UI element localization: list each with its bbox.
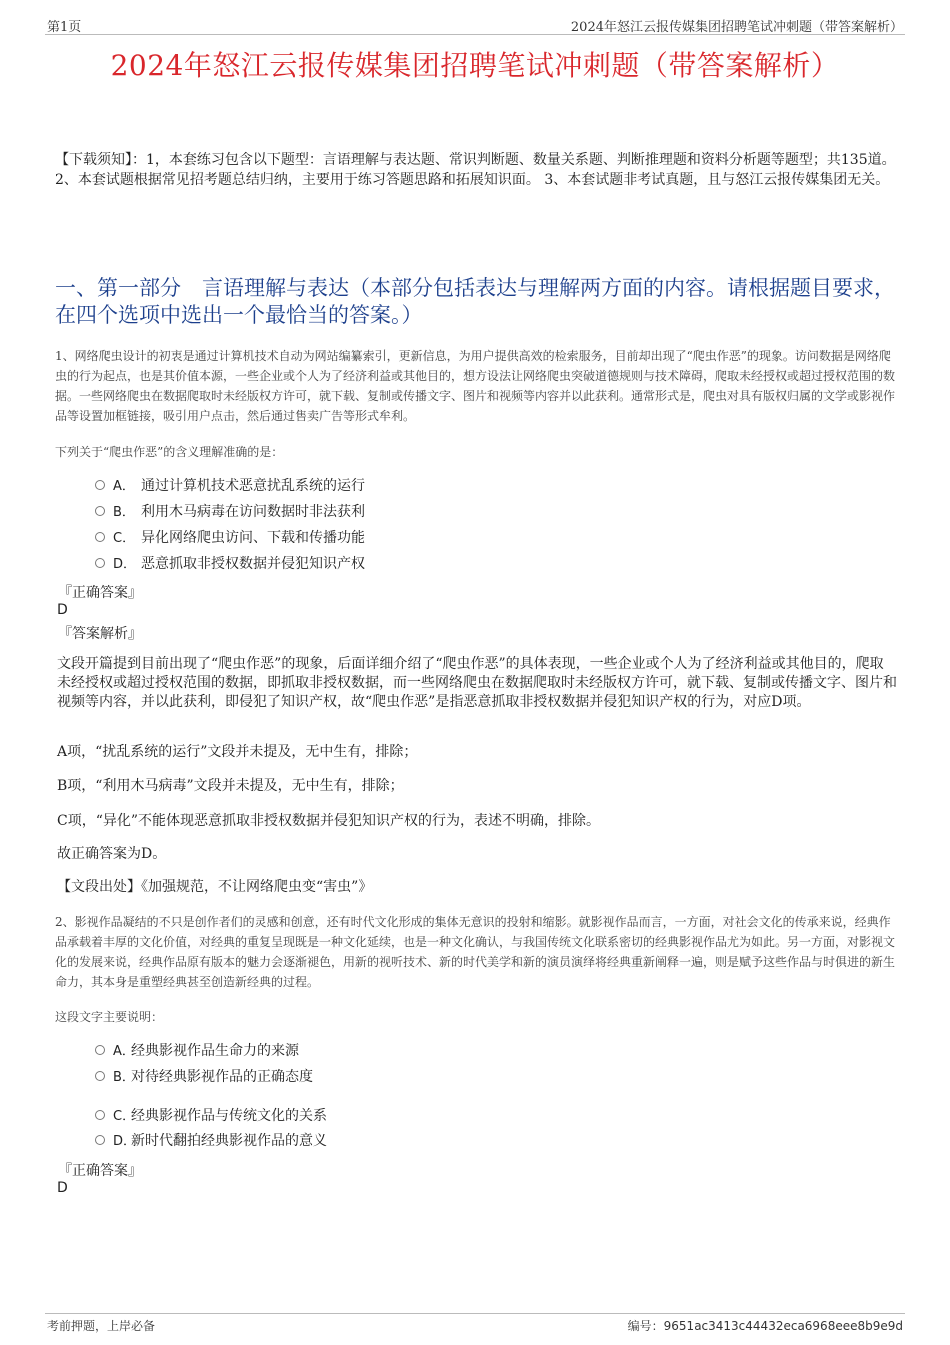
q1-answer: D (57, 602, 68, 618)
radio-icon[interactable] (95, 1110, 105, 1120)
q1-analysis-source: 【文段出处】《加强规范，不让网络爬虫变“害虫”》 (57, 879, 373, 895)
radio-icon[interactable] (95, 558, 105, 568)
q2-passage: 2、影视作品凝结的不只是创作者们的灵感和创意，还有时代文化形成的集体无意识的投射和缩影。就影视作品而言，一方面，对社会文化的传承来说，经典作品承载着丰厚的文化价值，对经典的重复呈现既是一种文化延续，也是一种文化确认，与我国传统文化联系密切的经典影视作品尤为如此。另一方面，对影视文化的发展来说，经典作品原有版本的魅力会逐渐褪色，用新的视听技术、新的时代美学和新的演员演绎将经典重新阐释一遍，则是赋予这些作品与时俱进的新生命力，其本身是重塑经典甚至创造新经典的过程。 (55, 915, 896, 989)
q2-option-c[interactable]: C．经典影视作品与传统文化的关系 (95, 1106, 327, 1126)
radio-icon[interactable] (95, 1045, 105, 1055)
q2-question: 这段文字主要说明： (55, 1010, 164, 1024)
q1-answer-label: 『正确答案』 (58, 585, 142, 601)
page-header (45, 16, 905, 35)
q2-option-a[interactable]: A．经典影视作品生命力的来源 (95, 1041, 299, 1061)
radio-icon[interactable] (95, 1071, 105, 1081)
radio-icon[interactable] (95, 532, 105, 542)
q1-analysis-b: B项，“利用木马病毒”文段并未提及，无中生有，排除； (57, 778, 404, 794)
q1-analysis-conclusion: 故正确答案为D。 (57, 846, 167, 862)
q1-option-c[interactable]: C． 异化网络爬虫访问、下载和传播功能 (95, 528, 365, 548)
q2-option-d[interactable]: D．新时代翻拍经典影视作品的意义 (95, 1131, 327, 1151)
radio-icon[interactable] (95, 506, 105, 516)
radio-icon[interactable] (95, 480, 105, 490)
q1-analysis-c: C项，“异化”不能体现恶意抓取非授权数据并侵犯知识产权的行为，表述不明确，排除。 (57, 813, 601, 829)
q2-answer: D (57, 1180, 68, 1196)
q1-option-d[interactable]: D． 恶意抓取非授权数据并侵犯知识产权 (95, 554, 365, 574)
q1-analysis-label: 『答案解析』 (58, 626, 142, 642)
footer-slogan: 考前押题，上岸必备 (47, 1319, 156, 1333)
page-number: 第1页 (47, 20, 82, 35)
q1-analysis-a: A项，“扰乱系统的运行”文段并未提及，无中生有，排除； (57, 744, 418, 760)
q1-option-a[interactable]: A． 通过计算机技术恶意扰乱系统的运行 (95, 476, 365, 496)
download-notice: 【下载须知】：1，本套练习包含以下题型：言语理解与表达题、常识判断题、数量关系题、判断推理题和资料分析题等题型；共135道。 2、本套试题根据常见招考题总结归纳，主要用于练习答题思路和拓展知识面。 3、本套试题非考试真题，且与怒江云报传媒集团无关。 (55, 152, 896, 188)
section-heading: 一、第一部分 言语理解与表达（本部分包括表达与理解两方面的内容。请根据题目要求，在四个选项中选出一个最恰当的答案。） (55, 276, 895, 327)
page-footer (45, 1313, 905, 1333)
q1-analysis-para: 文段开篇提到目前出现了“爬虫作恶”的现象，后面详细介绍了“爬虫作恶”的具体表现，一些企业或个人为了经济利益或其他目的，爬取未经授权或超过授权范围的数据，即抓取非授权数据，而一些网络爬虫在数据爬取时未经版权方许可，就下载、复制或传播文字、图片和视频等内容，并以此获利，即侵犯了知识产权，故“爬虫作恶”是指恶意抓取非授权数据并侵犯知识产权的行为，对应D项。 (57, 656, 897, 710)
q2-option-b[interactable]: B．对待经典影视作品的正确态度 (95, 1067, 313, 1087)
page-title: 2024年怒江云报传媒集团招聘笔试冲刺题（带答案解析） (110, 49, 840, 82)
radio-icon[interactable] (95, 1135, 105, 1145)
q1-option-b[interactable]: B． 利用木马病毒在访问数据时非法获利 (95, 502, 365, 522)
q1-passage: 1、网络爬虫设计的初衷是通过计算机技术自动为网站编纂索引，更新信息，为用户提供高效的检索服务，目前却出现了“爬虫作恶”的现象。访问数据是网络爬虫的行为起点，也是其价值本源，一些企业或个人为了经济利益或其他目的，想方设法让网络爬虫突破道德规则与技术障碍，爬取未经授权或超过授权范围的数据。一些网络爬虫在数据爬取时未经版权方许可，就下载、复制或传播文字、图片和视频等内容并以此获利。通常形式是，爬虫对具有版权归属的文学或影视作品等设置加框链接，吸引用户点击，然后通过售卖广告等形式牟利。 (55, 349, 896, 423)
q1-question: 下列关于“爬虫作恶”的含义理解准确的是： (55, 445, 284, 459)
footer-code: 编号：9651ac3413c44432eca6968eee8b9e9d (627, 1319, 903, 1333)
q2-answer-label: 『正确答案』 (58, 1163, 142, 1179)
header-doc-title: 2024年怒江云报传媒集团招聘笔试冲刺题（带答案解析） (570, 20, 903, 35)
